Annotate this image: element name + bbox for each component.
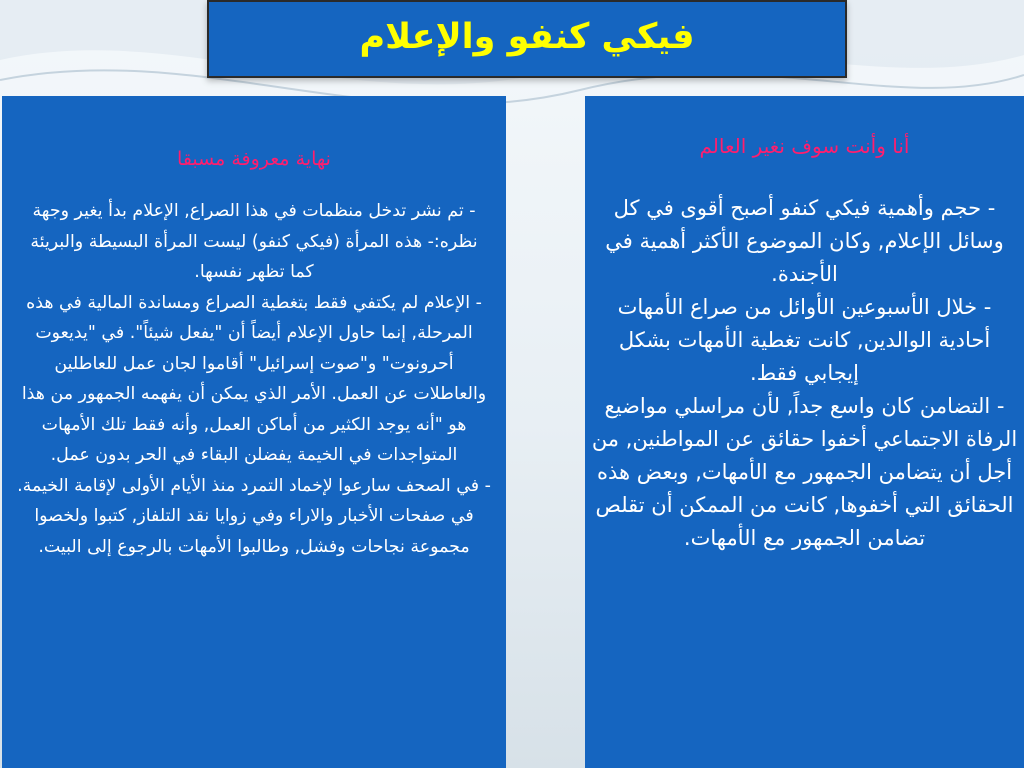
right-paragraph-3: - التضامن كان واسع جداً, لأن مراسلي مواضيع الرفاة الاجتماعي أخفوا حقائق عن المواطنين, من أجل أن يتضامن الجمهور مع الأمهات, وبعض هذه الحقائق التي أخفوها, كانت من الممكن أن تقلص تضامن الجمهور مع الأمهات. [591,394,1018,550]
title-banner [207,0,847,78]
right-paragraph-2: - خلال الأسبوعين الأوائل من صراع الأمهات أحادية الوالدين, كانت تغطية الأمهات بشكل إيجابي فقط. [617,295,992,385]
left-text-panel [2,96,506,768]
left-paragraph-1: - تم نشر تدخل منظمات في هذا الصراع, الإعلام بدأ يغير وجهة نظره:- هذه المرأة (فيكي كنفو) ليست المرأة البسيطة والبريئة كما تظهر نفسها. [30,201,478,282]
slide-title: فيكي كنفو والإعلام [359,17,695,57]
right-text-panel [585,96,1024,768]
left-paragraph-3: - في الصحف سارعوا لإخماد التمرد منذ الأيام الأولى لإقامة الخيمة. في صفحات الأخبار والاراء وفي زوايا نقد التلفاز, كتبوا ولخصوا مجموعة نجاحات وفشل, وطالبوا الأمهات بالرجوع إلى البيت. [17,475,491,557]
left-paragraph-2: - الإعلام لم يكتفي فقط بتغطية الصراع ومساندة المالية في هذه المرحلة, إنما حاول الإعلام أيضاً أن "يفعل شيئاً". في "يديعوت أحرونوت" و"صوت إسرائيل" أقاموا لجان عمل للعاطلين والعاطلات عن العمل. الأمر الذي يمكن أن يفهمه الجمهور من هذا هو "أنه يوجد الكثير من أماكن العمل, وأنه فقط تلك الأمهات المتواجدات في الخيمة يفضلن البقاء في الحر بدون عمل. [21,292,487,465]
left-panel-heading: نهاية معروفة مسبقا [177,148,331,170]
right-panel-heading: أنا وأنت سوف نغير العالم [699,134,910,158]
right-paragraph-1: - حجم وأهمية فيكي كنفو أصبح أقوى في كل وسائل الإعلام, وكان الموضوع الأكثر أهمية في الأجندة. [605,196,1004,286]
